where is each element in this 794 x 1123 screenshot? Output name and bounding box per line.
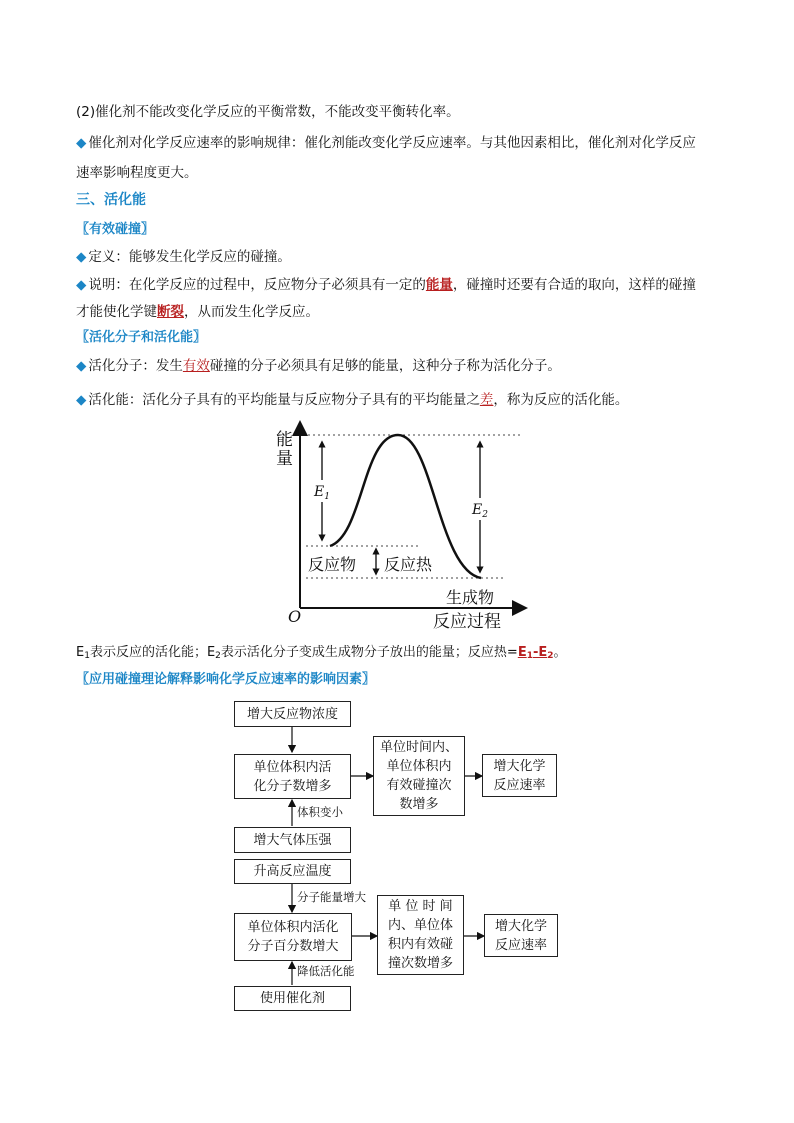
box-text-line: 单位体积内 <box>386 759 452 774</box>
act-en-text-a: 活化能：活化分子具有的平均能量与反应物分子具有的平均能量之 <box>88 392 480 408</box>
diamond-bullet-icon: ◆ <box>76 392 87 408</box>
act-mol-text-b: 碰撞的分子必须具有足够的能量，这种分子称为活化分子。 <box>209 358 561 374</box>
activation-energy-line <box>76 390 628 410</box>
box-text-line: 单位体积内活化 <box>247 920 339 935</box>
e2-subscript: 2 <box>215 651 221 661</box>
e-text-b: 表示反应的活化能；E <box>89 645 216 660</box>
diamond-bullet-icon: ◆ <box>76 277 87 293</box>
box-increase-concentration: 增大反应物浓度 <box>234 701 351 727</box>
box-text-line: 反应速率 <box>493 777 546 793</box>
x-axis-label: 反应过程 <box>433 612 501 632</box>
emphasis-break: 断裂 <box>157 304 184 320</box>
e1-label: $E_1$ <box>314 484 330 502</box>
emphasis-energy: 能量 <box>425 277 453 293</box>
box-text-line: 单位时间内、 <box>379 740 458 755</box>
e-explanation-line <box>76 643 567 666</box>
box-text-line: 数增多 <box>399 797 439 812</box>
explain-line2 <box>76 302 319 322</box>
act-en-text-b: ，称为反应的活化能。 <box>493 392 629 408</box>
box-text-line: 单 位 时 间 <box>388 899 453 914</box>
definition-line <box>76 247 291 267</box>
box-text-line: 增大化学 <box>494 918 547 934</box>
explain-text-a: 说明：在化学反应的过程中，反应物分子必须具有一定的 <box>88 277 426 293</box>
box-text-line: 反应速率 <box>494 937 547 953</box>
energy-profile-diagram <box>268 420 530 632</box>
heading-effective-collision: 〖有效碰撞〗 <box>76 222 155 237</box>
box-text-line: 积内有效碰 <box>387 937 453 952</box>
box-increase-rate-2 <box>484 914 558 957</box>
box-text-line: 内、单位体 <box>387 918 453 933</box>
origin-label: O <box>288 607 302 626</box>
catalyst-equilibrium-note: (2)催化剂不能改变化学反应的平衡常数，不能改变平衡转化率。 <box>76 104 460 120</box>
diamond-bullet-icon: ◆ <box>76 358 87 374</box>
definition-text: 定义：能够发生化学反应的碰撞。 <box>88 249 291 265</box>
label-volume-decrease: 体积变小 <box>297 805 343 819</box>
box-activated-percentage-increase <box>234 913 352 961</box>
label-lower-activation-energy: 降低活化能 <box>297 964 355 978</box>
reaction-heat-label: 反应热 <box>384 555 433 574</box>
box-use-catalyst: 使用催化剂 <box>234 986 351 1011</box>
box-raise-temperature: 升高反应温度 <box>234 859 351 884</box>
box-text-line: 撞次数增多 <box>387 956 453 971</box>
e1-subscript: 1 <box>84 651 90 661</box>
y-axis-label-top: 能 <box>276 430 293 450</box>
diamond-bullet-icon: ◆ <box>76 135 87 151</box>
box-text-line: 有效碰撞次 <box>386 778 452 793</box>
e-text-d: 。 <box>553 645 567 660</box>
box-text-line: 分子百分数增大 <box>247 939 339 954</box>
heading-collision-theory-application: 〖应用碰撞理论解释影响化学反应速率的影响因素〗 <box>76 672 376 687</box>
diamond-bullet-icon: ◆ <box>76 249 87 265</box>
box-increase-pressure: 增大气体压强 <box>234 827 351 853</box>
box-effective-collisions-increase <box>373 736 465 816</box>
e-text-c: 表示活化分子变成生成物分子放出的能量；反应热= <box>220 645 518 660</box>
explain2-text-a: 才能使化学键 <box>76 304 157 320</box>
e1-symbol: E <box>76 645 85 660</box>
box-effective-collisions-increase-2 <box>377 895 464 975</box>
catalyst-rule-line1 <box>76 133 696 153</box>
box-text-line: 增大化学 <box>493 758 546 774</box>
explain2-text-b: ，从而发生化学反应。 <box>184 304 319 320</box>
label-molecular-energy-increase: 分子能量增大 <box>297 890 366 904</box>
act-mol-text-a: 活化分子：发生 <box>88 358 183 374</box>
box-text-line: 化分子数增多 <box>253 778 332 794</box>
reactant-label: 反应物 <box>308 555 357 574</box>
box-activated-molecules-increase <box>234 754 351 799</box>
box-increase-rate <box>482 754 557 797</box>
emphasis-effective: 有效 <box>182 358 210 374</box>
catalyst-rule-line2: 速率影响程度更大。 <box>76 165 198 181</box>
catalyst-rule-text: 催化剂对化学反应速率的影响规律：催化剂能改变化学反应速率。与其他因素相比，催化剂对化学反应 <box>88 135 696 151</box>
activated-molecule-line <box>76 356 561 376</box>
emphasis-difference: 差 <box>479 392 494 408</box>
section-title-activation-energy: 三、活化能 <box>76 192 146 208</box>
box-text-line: 单位体积内活 <box>253 759 332 775</box>
explain-text-b: ，碰撞时还要有合适的取向，这样的碰撞 <box>452 277 696 293</box>
emphasis-e1-minus-e2: $E_1-E_2$ <box>517 645 554 661</box>
y-axis-label-bottom: 量 <box>276 449 293 469</box>
product-label: 生成物 <box>446 588 495 607</box>
e2-label: $E_2$ <box>472 502 488 520</box>
explain-line1 <box>76 275 696 295</box>
heading-activated-molecules: 〖活化分子和活化能〗 <box>76 330 207 345</box>
